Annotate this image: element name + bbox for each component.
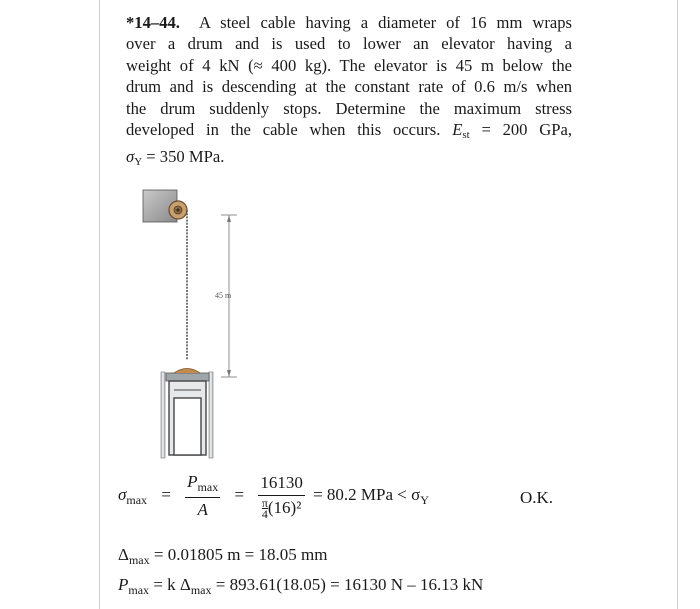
page-border-right xyxy=(677,0,678,609)
equals-sign-2: = xyxy=(234,484,245,504)
load-subscript: max xyxy=(197,480,219,494)
problem-line-7 xyxy=(126,146,572,173)
yield-subscript: Y xyxy=(134,156,143,169)
elevator-figure xyxy=(130,180,270,460)
yield-subscript-result: Y xyxy=(420,492,429,507)
guide-rail-left xyxy=(161,372,165,458)
pmax-delta-subscript: max xyxy=(190,583,212,597)
deflection-equation xyxy=(118,545,327,568)
modulus-subscript: st xyxy=(462,129,470,142)
numeric-fraction xyxy=(258,473,305,520)
load-symbol: P xyxy=(187,472,198,491)
problem-line-6 xyxy=(126,119,572,146)
load-value: 16130 xyxy=(258,473,305,496)
pmax-symbol: P xyxy=(118,575,129,594)
load-area-fraction xyxy=(185,472,220,520)
problem-number: *14–44. xyxy=(126,13,180,32)
delta-subscript: max xyxy=(128,553,150,567)
modulus-value: = 200 GPa, xyxy=(481,120,572,140)
pi-symbol: π xyxy=(261,496,268,511)
check-ok: O.K. xyxy=(520,488,554,507)
yield-symbol: σ xyxy=(126,147,135,167)
stress-result: = 80.2 MPa < σ xyxy=(313,484,421,504)
pmax-formula: = k Δ xyxy=(153,575,191,594)
pmax-subscript: max xyxy=(128,583,150,597)
stress-symbol: σ xyxy=(118,484,127,504)
yield-value: = 350 MPa. xyxy=(146,147,225,167)
problem-line-2: over a drum and is used to lower an elevator having a xyxy=(126,34,572,54)
problem-text-6: developed in the cable when this occurs. xyxy=(126,120,441,140)
four-value: 4 xyxy=(261,507,268,522)
pmax-value: = 893.61(18.05) = 16130 N – 16.13 kN xyxy=(215,575,484,594)
problem-line-1 xyxy=(126,12,572,33)
problem-line-5: the drum suddenly stops. Determine the maximum stress xyxy=(126,98,572,118)
max-load-equation xyxy=(118,575,483,598)
guide-rail-right xyxy=(209,372,213,458)
area-symbol: A xyxy=(197,500,208,519)
problem-line-3: weight of 4 kN (≈ 400 kg). The elevator is 45 m below the xyxy=(126,55,572,75)
stress-subscript: max xyxy=(126,492,148,507)
delta-symbol: Δ xyxy=(118,545,129,564)
equals-sign: = xyxy=(161,484,171,504)
problem-statement xyxy=(126,12,572,174)
diameter-squared: (16)² xyxy=(267,497,302,517)
stress-equation xyxy=(118,472,429,520)
deflection-value: = 0.01805 m = 18.05 mm xyxy=(153,545,328,564)
problem-line-4: drum and is descending at the constant rate of 0.6 m/s when xyxy=(126,77,572,97)
problem-text-1: A steel cable having a diameter of 16 mm wraps xyxy=(199,13,573,32)
dimension-label: 45 m xyxy=(215,291,232,300)
page-border-left xyxy=(99,0,100,609)
elevator-crosshead xyxy=(166,373,209,381)
modulus-symbol: E xyxy=(452,120,463,140)
